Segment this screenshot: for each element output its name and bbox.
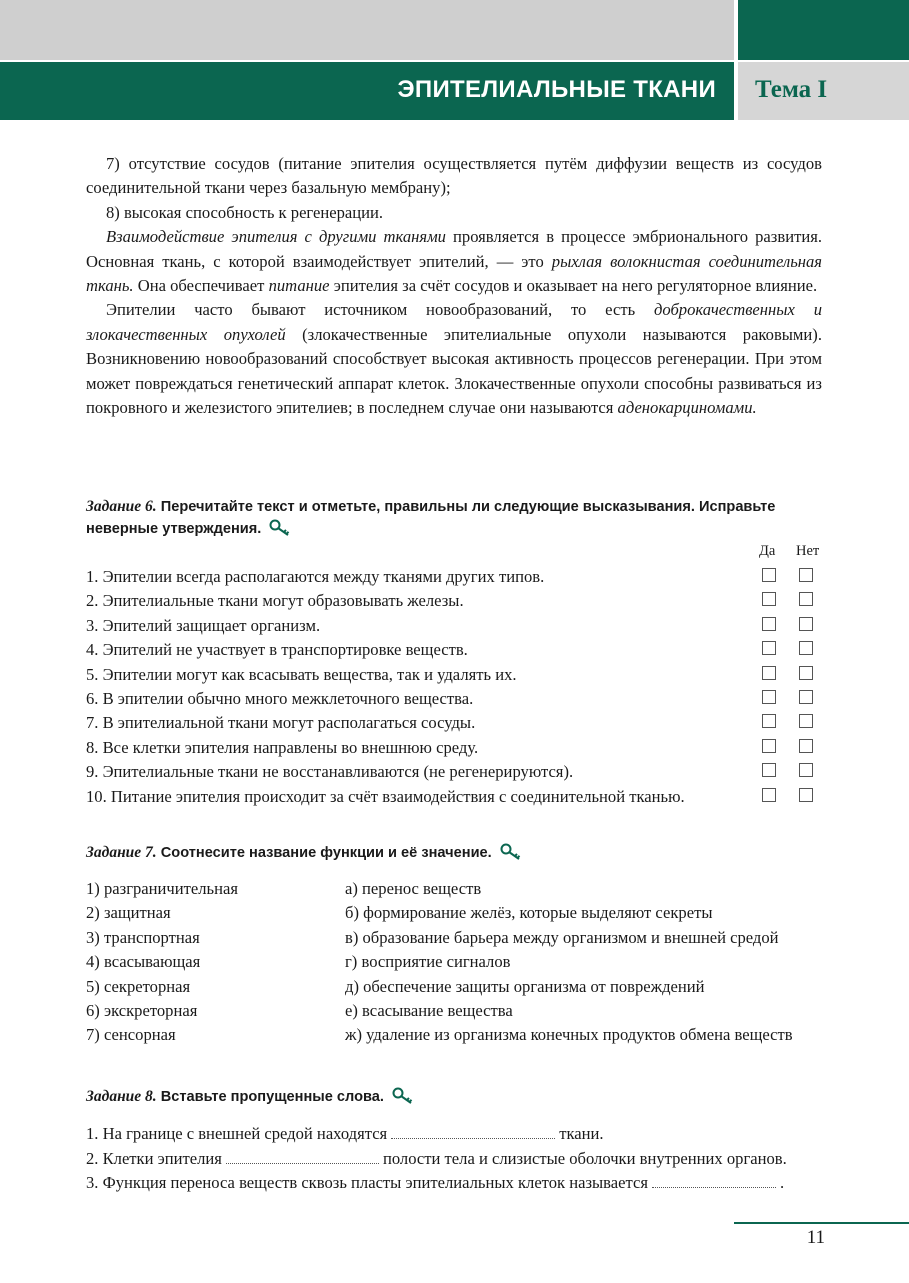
function-meaning: д) обеспечение защиты организма от повреждений — [345, 976, 705, 996]
key-icon — [392, 1087, 414, 1112]
blank-field[interactable] — [226, 1150, 379, 1164]
statement-item: 1. Эпителии всегда располагаются между тканями других типов. — [86, 567, 545, 586]
no-checkbox[interactable] — [799, 690, 813, 704]
paragraph: Взаимодействие эпителия с другими тканями проявляется в процессе эмбрионального развития. Основная ткань, с которой взаимодействует эпителий, — это рыхлая волокнистая соединительная ткань. Она обеспечивает питание эпителия за счёт сосудов и оказывает на него регуляторное влияние. — [86, 227, 822, 296]
no-checkbox[interactable] — [799, 763, 813, 777]
function-meaning: г) восприятие сигналов — [345, 952, 511, 972]
statement-item: 2. Эпителиальные ткани могут образовывать железы. — [86, 591, 464, 611]
no-checkbox[interactable] — [799, 666, 813, 680]
no-checkbox[interactable] — [799, 739, 813, 753]
yes-checkbox[interactable] — [762, 568, 776, 582]
fill-sentence-2: 2. Клетки эпителия полости тела и слизистые оболочки внутренних органов. — [86, 1149, 787, 1168]
task7-header: Задание 7. Соотнесите название функции и её значение. — [86, 842, 822, 868]
function-meaning: ж) удаление из организма конечных продуктов обмена веществ — [345, 1025, 793, 1045]
blank-field[interactable] — [391, 1125, 555, 1139]
function-name: 4) всасывающая — [86, 952, 201, 972]
topic-label: Тема I — [755, 76, 828, 103]
key-icon — [500, 843, 522, 868]
statement-item: 8. Все клетки эпителия направлены во внешнюю среду. — [86, 737, 479, 757]
function-name: 1) разграничительная — [86, 879, 238, 898]
paragraph: 7) отсутствие сосудов (питание эпителия осуществляется путём диффузии веществ из сосудов соединительной ткани через базальную мембрану); — [86, 154, 822, 198]
topic-header — [738, 62, 909, 120]
chapter-header — [0, 62, 734, 120]
intro-text — [86, 152, 822, 420]
top-bar-gray — [0, 0, 734, 60]
function-meaning: б) формирование желёз, которые выделяют секреты — [345, 903, 713, 923]
key-icon — [269, 519, 291, 544]
statement-item: 5. Эпителии могут как всасывать вещества, так и удалять их. — [86, 664, 517, 684]
yes-checkbox[interactable] — [762, 690, 776, 704]
fill-sentence-3: 3. Функция переноса веществ сквозь пласты эпителиальных клеток называется . — [86, 1173, 785, 1192]
yes-checkbox[interactable] — [762, 617, 776, 631]
statement-item: 3. Эпителий защищает организм. — [86, 615, 321, 635]
function-name: 3) транспортная — [86, 927, 200, 947]
yes-checkbox[interactable] — [762, 763, 776, 777]
yes-checkbox[interactable] — [762, 641, 776, 655]
paragraph: Эпителии часто бывают источником новообразований, то есть доброкачественных и злокачественных опухолей (злокачественные эпителиальные опухоли называются раковыми). Возникновению новообразований способствует высокая активность процессов регенерации. При этом может повреждаться генетический аппарат клеток. Злокачественные опухоли способны развиваться из покровного и железистого эпителиев; в последнем случае они называются аденокарциномами. — [86, 300, 822, 418]
function-name: 6) экскреторная — [86, 1001, 198, 1020]
yes-checkbox[interactable] — [762, 714, 776, 728]
no-checkbox[interactable] — [799, 592, 813, 606]
function-meaning: а) перенос веществ — [345, 879, 482, 898]
top-bar-accent — [738, 0, 909, 60]
no-header: Нет — [796, 543, 820, 559]
no-checkbox[interactable] — [799, 788, 813, 802]
page-number: 11 — [806, 1227, 825, 1248]
paragraph: 8) высокая способность к регенерации. — [106, 202, 384, 222]
function-name: 2) защитная — [86, 903, 171, 923]
statement-item: 7. В эпителиальной ткани могут располагаться сосуды. — [86, 713, 476, 733]
yes-checkbox[interactable] — [762, 666, 776, 680]
no-checkbox[interactable] — [799, 714, 813, 728]
footer-rule — [734, 1222, 909, 1224]
task6-header: Задание 6. Перечитайте текст и отметьте, правильны ли следующие высказывания. Исправьте неверные утверждения. — [86, 496, 822, 544]
no-checkbox[interactable] — [799, 617, 813, 631]
function-name: 5) секреторная — [86, 976, 191, 996]
blank-field[interactable] — [652, 1174, 776, 1188]
function-name: 7) сенсорная — [86, 1025, 176, 1045]
task8-header: Задание 8. Вставьте пропущенные слова. — [86, 1086, 822, 1112]
yes-checkbox[interactable] — [762, 739, 776, 753]
function-meaning: в) образование барьера между организмом и внешней средой — [345, 927, 779, 947]
no-checkbox[interactable] — [799, 641, 813, 655]
yes-header: Да — [759, 543, 776, 559]
statement-item: 4. Эпителий не участвует в транспортировке веществ. — [86, 640, 468, 660]
yes-checkbox[interactable] — [762, 592, 776, 606]
yes-checkbox[interactable] — [762, 788, 776, 802]
fill-sentence-1: 1. На границе с внешней средой находятся ткани. — [86, 1124, 604, 1143]
function-meaning: е) всасывание вещества — [345, 1001, 513, 1020]
statement-item: 6. В эпителии обычно много межклеточного вещества. — [86, 689, 474, 708]
statement-item: 9. Эпителиальные ткани не восстанавливаются (не регенерируются). — [86, 762, 574, 782]
no-checkbox[interactable] — [799, 568, 813, 582]
chapter-title: ЭПИТЕЛИАЛЬНЫЕ ТКАНИ — [397, 76, 716, 103]
statement-item: 10. Питание эпителия происходит за счёт взаимодействия с соединительной тканью. — [86, 786, 685, 806]
